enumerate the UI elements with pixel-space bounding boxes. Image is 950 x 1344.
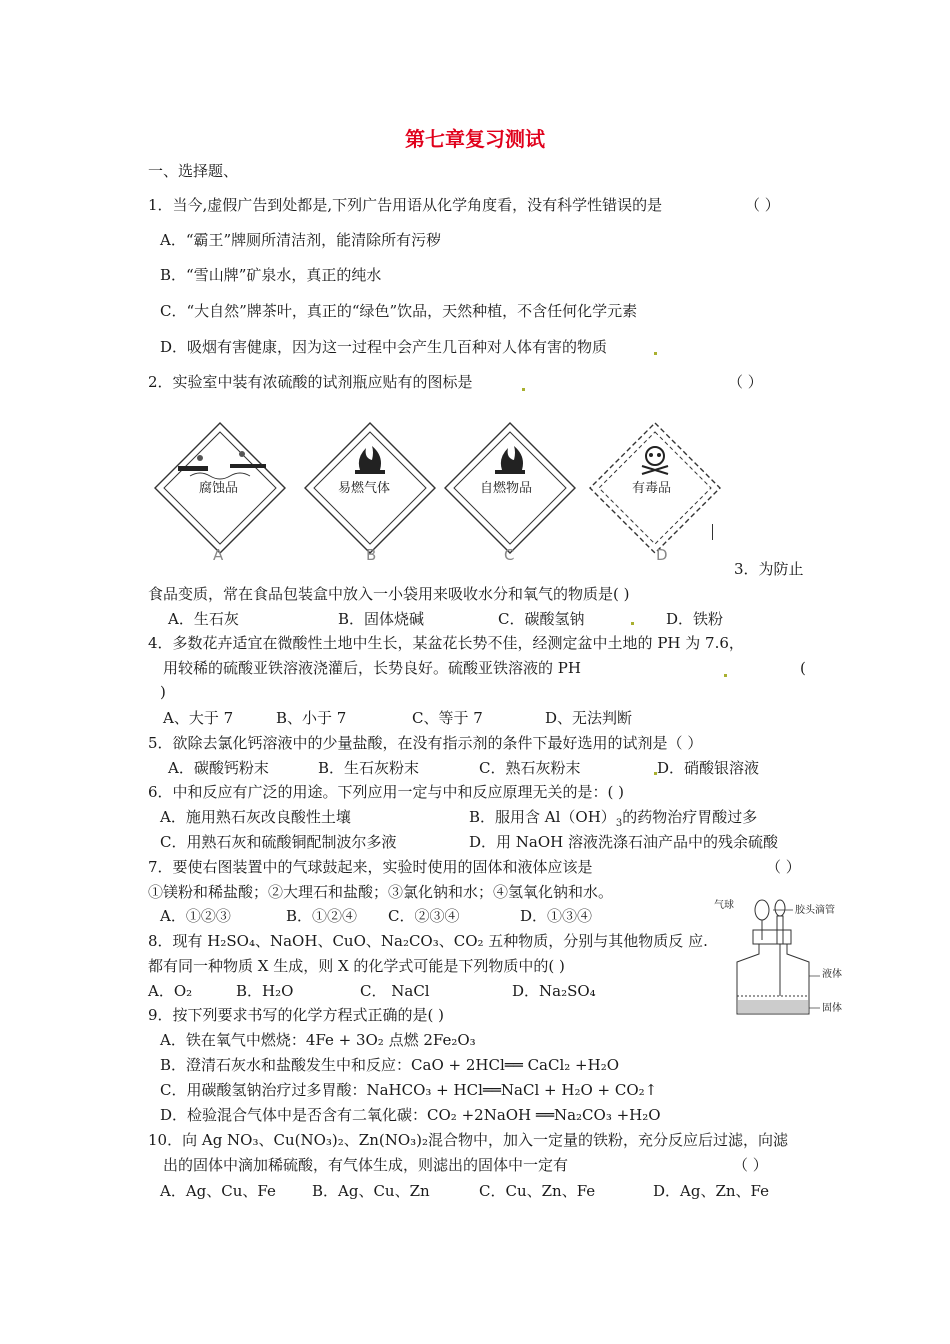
fig-label-liquid: 液体	[822, 969, 842, 980]
fig-label-solid: 固体	[822, 1003, 842, 1014]
q5-option-a: A．碳酸钙粉末	[168, 759, 269, 777]
q9-option-b: B．澄清石灰水和盐酸发生中和反应：CaO + 2HCl══ CaCl₂ +H₂O	[160, 1056, 620, 1074]
section-heading: 一、选择题、	[148, 162, 239, 180]
q3-stem: 食品变质，常在食品包装盒中放入一小袋用来吸收水分和氧气的物质是( )	[148, 585, 630, 603]
q8-option-c: C． NaCl	[360, 982, 430, 1000]
q6-stem: 6．中和反应有广泛的用途。下列应用一定与中和反应原理无关的是：( )	[148, 783, 625, 801]
q1-option-a: A．“霸王”牌厕所清洁剂，能清除所有污秽	[160, 231, 442, 249]
q5-option-c: C．熟石灰粉末	[479, 759, 581, 777]
fig-label-balloon: 气球	[714, 900, 734, 911]
q9-option-c: C．用碳酸氢钠治疗过多胃酸：NaHCO₃ + HCl══NaCl + H₂O + CO₂↑	[160, 1081, 658, 1099]
sign-b-letter: B	[366, 546, 377, 564]
sign-c-label: 自燃物品	[480, 481, 533, 496]
q10-line1: 10．向 Ag NO₃、Cu(NO₃)₂、Zn(NO₃)₂混合物中，加入一定量的铁粉，充分反应后过滤，向滤	[148, 1131, 789, 1149]
q3-option-c: C．碳酸氢钠	[498, 610, 585, 628]
q10-option-a: A．Ag、Cu、Fe	[160, 1182, 276, 1200]
separator-bar	[712, 524, 713, 540]
q9-option-d: D．检验混合气体中是否含有二氧化碳：CO₂ +2NaOH ══Na₂CO₃ +H₂O	[160, 1106, 661, 1124]
q1-option-c: C．“大自然”牌茶叶，真正的“绿色”饮品，天然种植，不含任何化学元素	[160, 302, 638, 320]
q7-option-c: C．②③④	[388, 907, 460, 925]
q7-option-b: B．①②④	[286, 907, 358, 925]
q9-option-a: A．铁在氧气中燃烧：4Fe + 3O₂ 点燃 2Fe₂O₃	[160, 1031, 476, 1049]
q2-stem: 2．实验室中装有浓硫酸的试剂瓶应贴有的图标是	[148, 373, 473, 391]
q5-option-d: D．硝酸银溶液	[657, 759, 760, 777]
q7-option-a: A．①②③	[160, 907, 231, 925]
q4-option-c: C、等于 7	[412, 709, 483, 727]
q3-start: 3．为防止	[734, 560, 804, 578]
q4-paren-close: )	[160, 683, 166, 701]
fig-label-dropper: 胶头滴管	[795, 905, 835, 916]
q8-line1: 8．现有 H₂SO₄、NaOH、CuO、Na₂CO₃、CO₂ 五种物质，分别与其他物质反 应.	[148, 932, 708, 950]
q7-answer-paren: （ ）	[766, 858, 801, 876]
q9-stem: 9．按下列要求书写的化学方程式正确的是( )	[148, 1006, 445, 1024]
q4-option-d: D、无法判断	[545, 709, 633, 727]
sign-a-label: 腐蚀品	[199, 481, 239, 496]
q10-option-c: C．Cu、Zn、Fe	[479, 1182, 596, 1200]
q5-option-b: B．生石灰粉末	[318, 759, 420, 777]
q7-option-d: D．①③④	[520, 907, 593, 925]
q8-option-a: A．O₂	[148, 982, 193, 1000]
q3-option-d: D．铁粉	[666, 610, 724, 628]
q6-option-b: B．服用含 $Al(OH)_3$的药物治疗胃酸过多	[469, 808, 758, 829]
q8-option-d: D．Na₂SO₄	[512, 982, 596, 1000]
q4-option-a: A、大于 7	[163, 709, 234, 727]
sign-d-letter: D	[656, 546, 668, 564]
q10-option-d: D．Ag、Zn、Fe	[653, 1182, 770, 1200]
apparatus-figure	[715, 896, 865, 1026]
q7-stem: 7．要使右图装置中的气球鼓起来，实验时使用的固体和液体应该是	[148, 858, 593, 876]
q4-paren-open: (	[800, 659, 806, 677]
q7-options-line: ①镁粉和稀盐酸；②大理石和盐酸；③氯化钠和水；④氢氧化钠和水。	[148, 883, 614, 901]
q3-option-b: B．固体烧碱	[338, 610, 425, 628]
q6-option-c: C．用熟石灰和硫酸铜配制波尔多液	[160, 833, 397, 851]
q8-option-b: B．H₂O	[236, 982, 294, 1000]
page-title: 第七章复习测试	[405, 127, 545, 151]
q4-option-b: B、小于 7	[276, 709, 347, 727]
q10-line2: 出的固体中滴加稀硫酸，有气体生成，则滤出的固体中一定有	[163, 1156, 569, 1174]
q1-option-d: D．吸烟有害健康，因为这一过程中会产生几百种对人体有害的物质	[160, 338, 608, 356]
q6-option-a: A．施用熟石灰改良酸性土壤	[160, 808, 351, 826]
q1-answer-paren: （ ）	[745, 196, 780, 214]
sign-a-letter: A	[213, 546, 224, 564]
q1-option-b: B．“雪山牌”矿泉水，真正的纯水	[160, 266, 382, 284]
q4-line1: 4．多数花卉适宜在微酸性土地中生长，某盆花长势不佳，经测定盆中土地的 PH 为 7.6，	[148, 634, 744, 652]
q6-option-d: D．用 NaOH 溶液洗涤石油产品中的残余硫酸	[469, 833, 779, 851]
q3-option-a: A．生石灰	[168, 610, 239, 628]
sign-c-letter: C	[504, 546, 515, 564]
q10-option-b: B．Ag、Cu、Zn	[312, 1182, 430, 1200]
sign-d-label: 有毒品	[632, 481, 672, 496]
q4-line2: 用较稀的硫酸亚铁溶液浇灌后，长势良好。硫酸亚铁溶液的 PH	[163, 659, 581, 677]
q10-answer-paren: （ ）	[733, 1156, 768, 1174]
q1-stem: 1．当今,虚假广告到处都是,下列广告用语从化学角度看，没有科学性错误的是	[148, 196, 663, 214]
q5-stem: 5．欲除去氯化钙溶液中的少量盐酸，在没有指示剂的条件下最好选用的试剂是（ ）	[148, 734, 703, 752]
sign-b-label: 易燃气体	[338, 481, 391, 496]
q8-line2: 都有同一种物质 X 生成，则 X 的化学式可能是下列物质中的( )	[148, 957, 565, 975]
q2-answer-paren: （ ）	[728, 373, 763, 391]
